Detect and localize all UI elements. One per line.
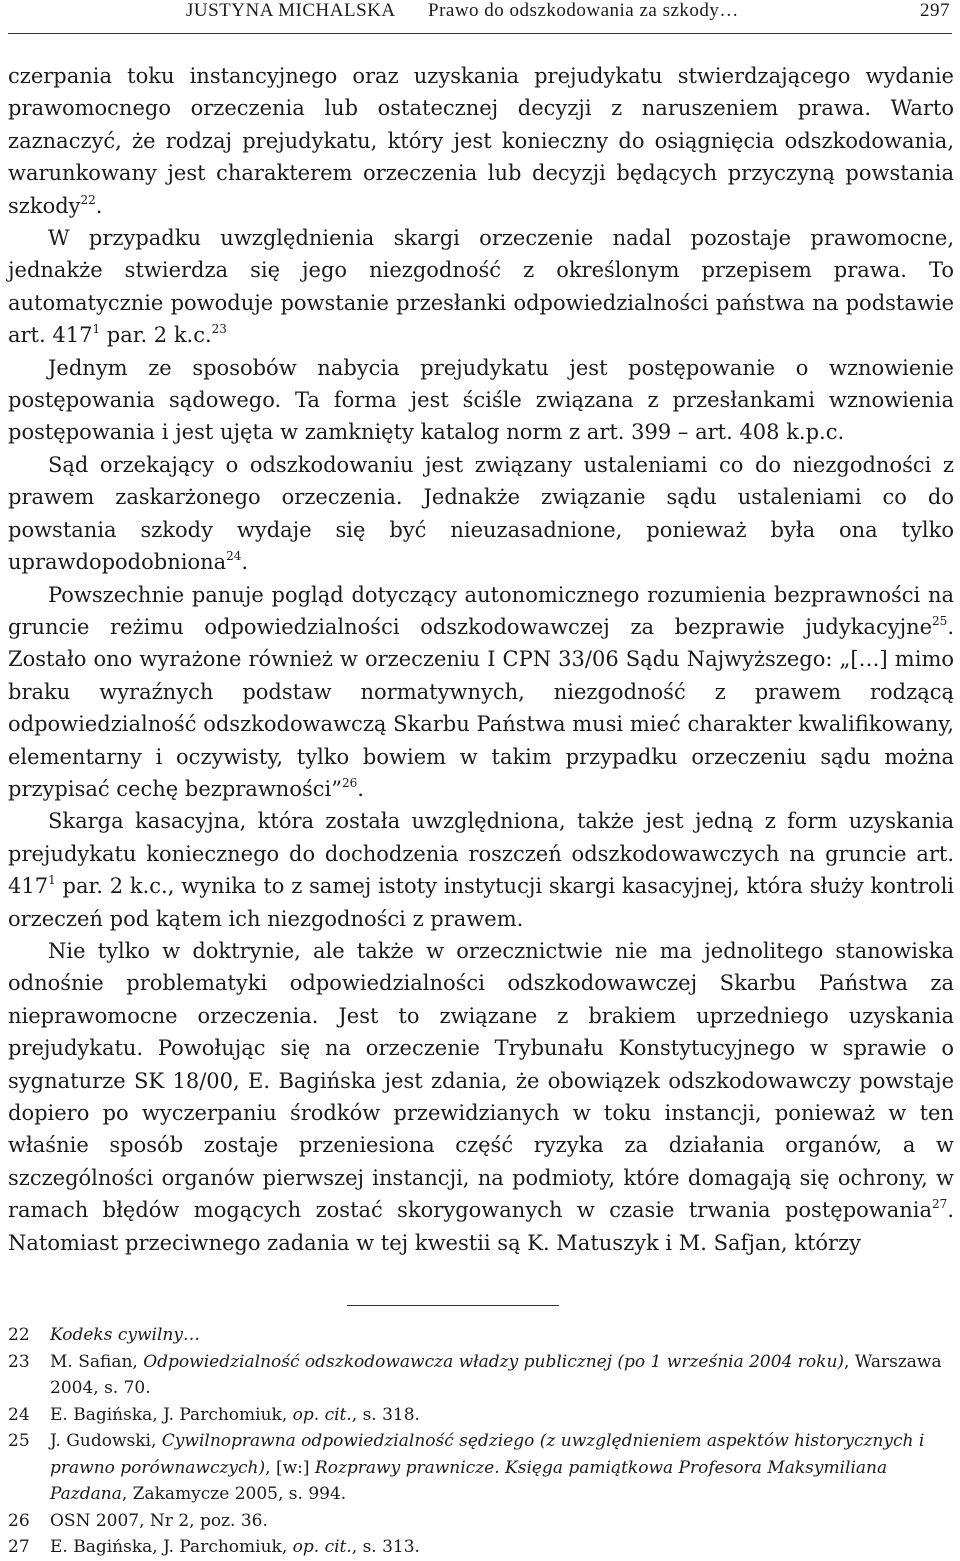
paragraph-1 (8, 60, 954, 222)
footnote-number: 23 (8, 1351, 30, 1372)
article-superscript: 1 (48, 873, 56, 888)
footnote-text (50, 1508, 954, 1535)
footnote-italic: Rozprawy prawnicze. Księga pamiątkowa Profesora Maksymiliana Pazdana (50, 1457, 888, 1504)
footnote-24 (8, 1402, 954, 1429)
header-author: JUSTYNA MICHALSKA (186, 0, 396, 21)
footnote-25 (8, 1428, 954, 1508)
footnote-22 (8, 1322, 954, 1349)
header-title: Prawo do odszkodowania za szkody… (428, 0, 739, 21)
paragraph-text: . Zostało ono wyrażone również w orzeczeniu I CPN 33/06 Sądu Najwyższego: „[…] mimo braku wyraźnych podstaw normatywnych, niezgodność z prawem rodzącą odpowiedzialność odszkodowawczą Skarbu Państwa musi mieć charakter kwalifikowany, elementarny i oczywisty, tylko bowiem w takim przypadku orzeczeniu sądu można przypisać cechę bezprawności” (8, 614, 954, 801)
paragraph-text: . (95, 193, 103, 218)
footnote-separator (347, 1305, 559, 1306)
paragraph-7 (8, 935, 954, 1259)
paragraph-text: czerpania toku instancyjnego oraz uzyskania prejudykatu stwierdzającego wydanie prawomocnego orzeczenia lub ostatecznej decyzji z naruszeniem prawa. Warto zaznaczyć, że rodzaj prejudykatu, który jest konieczny do osiągnięcia odszkodowania, warunkowany jest charakterem orzeczenia lub decyzji będących przyczyną powstania szkody (8, 64, 954, 218)
footnote-number: 26 (8, 1510, 30, 1531)
footnote-27 (8, 1534, 954, 1561)
footnote-26 (8, 1508, 954, 1535)
footnote-text (50, 1428, 954, 1508)
footnotes (8, 1322, 954, 1561)
footnote-plain: , [w:] (265, 1457, 315, 1478)
body-text (8, 60, 954, 1259)
paragraph-text: par. 2 k.c., wynika to z samej istoty instytucji skargi kasacyjnej, która służy kontroli orzeczeń pod kątem ich niezgodności z prawem. (8, 874, 954, 931)
paragraph-text: Sąd orzekający o odszkodowaniu jest związany ustaleniami co do niezgodności z prawem zaskarżonego orzeczenia. Jednakże związanie sądu ustaleniami co do powstania szkody wydaje się być nieuzasadnione, ponieważ była ona tylko uprawdopodobniona (8, 452, 954, 575)
footnote-number: 27 (8, 1537, 30, 1557)
footnote-ref-22[interactable]: 22 (80, 192, 96, 207)
paragraph-text: W przypadku uwzględnienia skargi orzeczenie nadal pozostaje prawomocne, jednakże stwierdza się jego niezgodność z określonym przepisem prawa. To automatycznie powoduje powstanie przesłanki odpowiedzialności państwa na podstawie art. 417 (8, 226, 954, 348)
paragraph-text: . Natomiast przeciwnego zadania w tej kwestii są K. Matuszyk i M. Safjan, którzy (8, 1198, 954, 1255)
footnote-plain: M. Safian, (50, 1351, 144, 1372)
footnote-text (50, 1349, 954, 1402)
footnote-ref-26[interactable]: 26 (341, 775, 358, 790)
paragraph-6 (8, 805, 954, 935)
footnote-plain: E. Bagińska, J. Parchomiuk, (50, 1404, 293, 1425)
footnote-italic: Odpowiedzialność odszkodowawcza władzy publicznej (po 1 września 2004 roku) (143, 1351, 845, 1372)
footnote-ref-25[interactable]: 25 (932, 613, 948, 628)
page-number: 297 (920, 0, 950, 21)
paragraph-text: par. 2 k.c. (100, 323, 212, 348)
footnote-plain: , Warszawa 2004, s. 70. (50, 1351, 942, 1398)
footnote-plain: , Zakamycze 2005, s. 994. (121, 1484, 347, 1504)
article-superscript: 1 (92, 322, 101, 337)
footnote-text (50, 1402, 954, 1429)
paragraph-text: . (357, 776, 364, 801)
running-header (0, 0, 960, 28)
footnote-ref-24[interactable]: 24 (226, 549, 242, 564)
footnote-plain: E. Bagińska, J. Parchomiuk, (50, 1537, 293, 1557)
paragraph-text: . (241, 550, 249, 575)
paragraph-text: Jednym ze sposobów nabycia prejudykatu jest postępowanie o wznowienie postępowania sądowego. Ta forma jest ściśle związana z przesłankami wznowienia postępowania i jest ujęta w zamknięty katalog norm z art. 399 – art. 408 k.p.c. (8, 355, 954, 445)
footnote-italic: op. cit. (292, 1404, 352, 1425)
footnote-plain: , s. 318. (351, 1404, 420, 1425)
footnote-italic: op. cit. (292, 1537, 352, 1557)
footnote-italic: Cywilnoprawna odpowiedzialność sędziego (z uwzględnieniem aspektów historycznych i prawno porównawczych) (50, 1431, 925, 1478)
paragraph-text: Skarga kasacyjna, która została uwzględniona, także jest jedną z form uzyskania prejudykatu koniecznego do dochodzenia roszczeń odszkodowawczych na gruncie art. 417 (8, 809, 954, 899)
paragraph-5 (8, 579, 954, 806)
footnote-number: 22 (8, 1325, 30, 1345)
paragraph-2 (8, 222, 954, 352)
paragraph-text: Powszechnie panuje pogląd dotyczący autonomicznego rozumienia bezprawności na gruncie reżimu odpowiedzialności odszkodowawczej za bezprawie judykacyjne (8, 582, 954, 639)
footnote-number: 25 (8, 1431, 30, 1451)
footnote-23 (8, 1349, 954, 1402)
paragraph-text: Nie tylko w doktrynie, ale także w orzecznictwie nie ma jednolitego stanowiska odnośnie problematyki odpowiedzialności odszkodowawczej Skarbu Państwa za nieprawomocne orzeczenia. Jest to związane z brakiem uprzedniego uzyskania prejudykatu. Powołując się na orzeczenie Trybunału Konstytucyjnego w sprawie o sygnaturze SK 18/00, E. Bagińska jest zdania, że obowiązek odszkodowawczy powstaje dopiero po wyczerpaniu środków przewidzianych w toku instancji, ponieważ w ten właśnie sposób zostaje przeniesiona część ryzyka za działania organów, a w szczególności organów pierwszej instancji, na podmioty, które domagają się ochrony, w ramach błędów mogących zostać skorygowanych w czasie trwania postępowania (8, 938, 954, 1223)
footnote-plain: OSN 2007, Nr 2, poz. 36. (50, 1510, 268, 1531)
footnote-text (50, 1534, 954, 1561)
footnote-italic: Kodeks cywilny… (50, 1325, 200, 1345)
footnote-plain: , s. 313. (351, 1537, 420, 1557)
footnote-number: 24 (8, 1404, 30, 1425)
footnote-ref-27[interactable]: 27 (932, 1197, 948, 1212)
paragraph-3 (8, 352, 954, 449)
footnote-text (50, 1322, 954, 1349)
paragraph-4 (8, 449, 954, 579)
footnote-plain: J. Gudowski, (50, 1431, 162, 1451)
header-rule (8, 33, 952, 34)
footnote-ref-23[interactable]: 23 (211, 322, 227, 337)
